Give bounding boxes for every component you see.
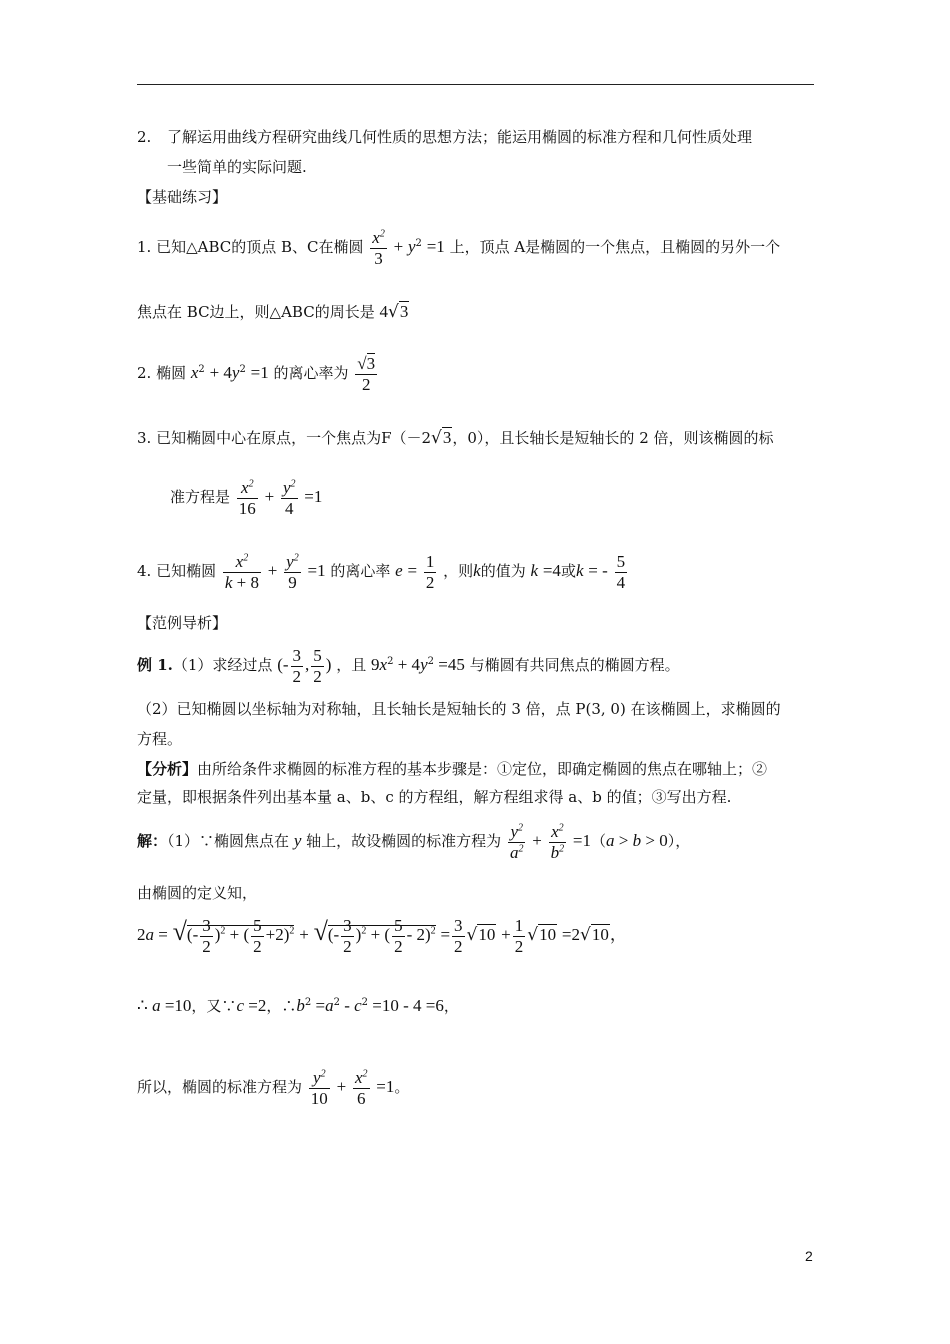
solution-line2: 由椭圆的定义知， bbox=[137, 884, 258, 902]
example-1-part2-line2: 方程。 bbox=[137, 730, 183, 748]
fraction-sqrt3-over-2: $\frac{√3}{2}$ bbox=[357, 354, 376, 394]
question-3-line2: 准方程是 $\frac{x^2}{16}$ + $\frac{y^2}{4}$ =1 bbox=[170, 478, 323, 518]
question-1-line2: 焦点在 BC边上，则△ABC的周长是 4√3 bbox=[137, 302, 409, 322]
section-basic: 【基础练习】 bbox=[137, 188, 228, 206]
question-2: 2. 椭圆 $x^2 + 4y^2 =1$ 的离心率为 $\frac{√3}{2}$ bbox=[137, 354, 376, 394]
objective-2-line2: 一些简单的实际问题. bbox=[167, 158, 307, 176]
question-4: 4. 已知椭圆 $\frac{x^2}{k + 8}$ + $\frac{y^2}{9}$ =1 的离心率 e = $\frac{1}{2}$ ，则k的值为 k =4或k = - $\frac{5}{4}$ bbox=[137, 552, 626, 592]
solution-equation-2a: 2a = √(- $\frac{3}{2}$ )$^2$ + ( $\frac{5}{2}$ +2)$^2$ + √(- $\frac{3}{2}$ )$^2$ + ( $\frac{5}{2}$ - 2)$^2$ = $\frac{3}{2}$ √10 + $\frac{1}{2}$ √10 =2√10， bbox=[137, 916, 627, 956]
question-1-line1: 1. 已知△ABC的顶点 B、C在椭圆 $\frac{x^2}{3}$ + $y^2 =1$ 上，顶点 A是椭圆的一个焦点，且椭圆的另外一个 bbox=[137, 228, 781, 268]
fraction-x2-over-3: $\frac{x^2}{3}$ bbox=[372, 228, 385, 268]
example-1-part1: 例 1.（1）求经过点 (- $\frac{3}{2}$ , $\frac{5}{2}$ ) ，且 $9x^2 + 4y^2 =45$ 与椭圆有共同焦点的椭圆方程。 bbox=[137, 646, 680, 686]
objective-2-line1: 2. 了解运用曲线方程研究曲线几何性质的思想方法；能运用椭圆的标准方程和几何性质处理 bbox=[137, 128, 753, 146]
analysis-line1: 【分析】由所给条件求椭圆的标准方程的基本步骤是：①定位，即确定椭圆的焦点在哪轴上；② bbox=[137, 760, 768, 778]
section-example: 【范例导析】 bbox=[137, 614, 228, 632]
analysis-line2: 定量，即根据条件列出基本量 a、b、c 的方程组，解方程组求得 a、b 的值；③写出方程. bbox=[137, 788, 732, 806]
page-number: 2 bbox=[805, 1248, 813, 1264]
question-3-line1: 3. 已知椭圆中心在原点，一个焦点为F（－2√3，0），且长轴长是短轴长的 2 倍，则该椭圆的标 bbox=[137, 428, 774, 448]
example-1-part2-line1: （2）已知椭圆以坐标轴为对称轴，且长轴长是短轴长的 3 倍，点 P(3, 0) 在该椭圆上，求椭圆的 bbox=[137, 700, 781, 718]
solution-line4: ∴ a =10，又∵c =2，$\therefore b^2 =a^2 - c^2 =10 - 4 =6$， bbox=[137, 996, 459, 1015]
header-rule bbox=[137, 84, 814, 85]
solution-conclusion: 所以，椭圆的标准方程为 $\frac{y^2}{10}$ + $\frac{x^2}{6}$ =1。 bbox=[137, 1068, 410, 1108]
solution-line1: 解：（1）∵椭圆焦点在 y 轴上，故设椭圆的标准方程为 $\frac{y^2}{a^2}$ + $\frac{x^2}{b^2}$ =1（a > b > 0）， bbox=[137, 822, 691, 862]
